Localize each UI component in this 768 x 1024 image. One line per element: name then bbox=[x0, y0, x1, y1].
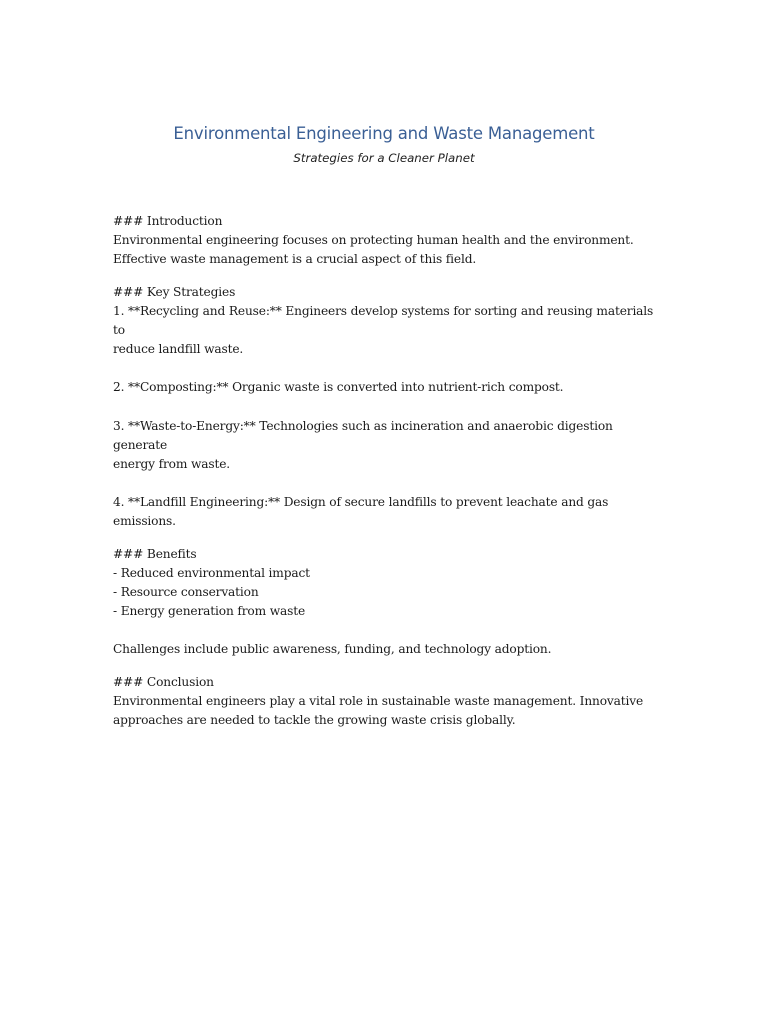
key-strategies-section bbox=[113, 283, 663, 360]
benefit-item: - Energy generation from waste bbox=[113, 604, 306, 619]
document-title: Environmental Engineering and Waste Management bbox=[173, 124, 595, 143]
strategy-item-recycling-continued: reduce landfill waste. bbox=[113, 342, 244, 357]
strategy-item-composting bbox=[113, 378, 663, 397]
document-subtitle: Strategies for a Cleaner Planet bbox=[293, 151, 475, 165]
conclusion-section bbox=[113, 673, 663, 731]
conclusion-heading: ### Conclusion bbox=[113, 674, 214, 689]
benefit-item: - Reduced environmental impact bbox=[113, 565, 310, 580]
benefit-item: - Resource conservation bbox=[113, 585, 259, 600]
strategy-item-waste-to-energy bbox=[113, 417, 663, 475]
introduction-line: Environmental engineering focuses on protecting human health and the environment. bbox=[113, 233, 634, 248]
strategy-item-landfill-text: 4. **Landfill Engineering:** Design of secure landfills to prevent leachate and gas emissions. bbox=[113, 495, 609, 529]
introduction-line: Effective waste management is a crucial aspect of this field. bbox=[113, 252, 477, 267]
introduction-heading: ### Introduction bbox=[113, 214, 223, 228]
key-strategies-heading: ### Key Strategies bbox=[113, 284, 236, 299]
strategy-item-recycling: 1. **Recycling and Reuse:** Engineers develop systems for sorting and reusing materials to bbox=[113, 303, 654, 338]
document-body bbox=[113, 212, 663, 743]
benefits-section bbox=[113, 545, 663, 622]
conclusion-line: approaches are needed to tackle the growing waste crisis globally. bbox=[113, 713, 516, 728]
challenges-paragraph bbox=[113, 640, 663, 659]
introduction-section bbox=[113, 212, 663, 270]
strategy-item-waste-to-energy-continued: energy from waste. bbox=[113, 457, 231, 472]
benefits-heading: ### Benefits bbox=[113, 546, 197, 561]
conclusion-line: Environmental engineers play a vital role in sustainable waste management. Innovative bbox=[113, 693, 644, 708]
challenges-text: Challenges include public awareness, funding, and technology adoption. bbox=[113, 642, 552, 657]
strategy-item-composting-text: 2. **Composting:** Organic waste is converted into nutrient-rich compost. bbox=[113, 380, 564, 395]
strategy-item-waste-to-energy-text: 3. **Waste-to-Energy:** Technologies such as incineration and anaerobic digestion generate bbox=[113, 418, 613, 452]
strategy-item-landfill bbox=[113, 493, 663, 531]
